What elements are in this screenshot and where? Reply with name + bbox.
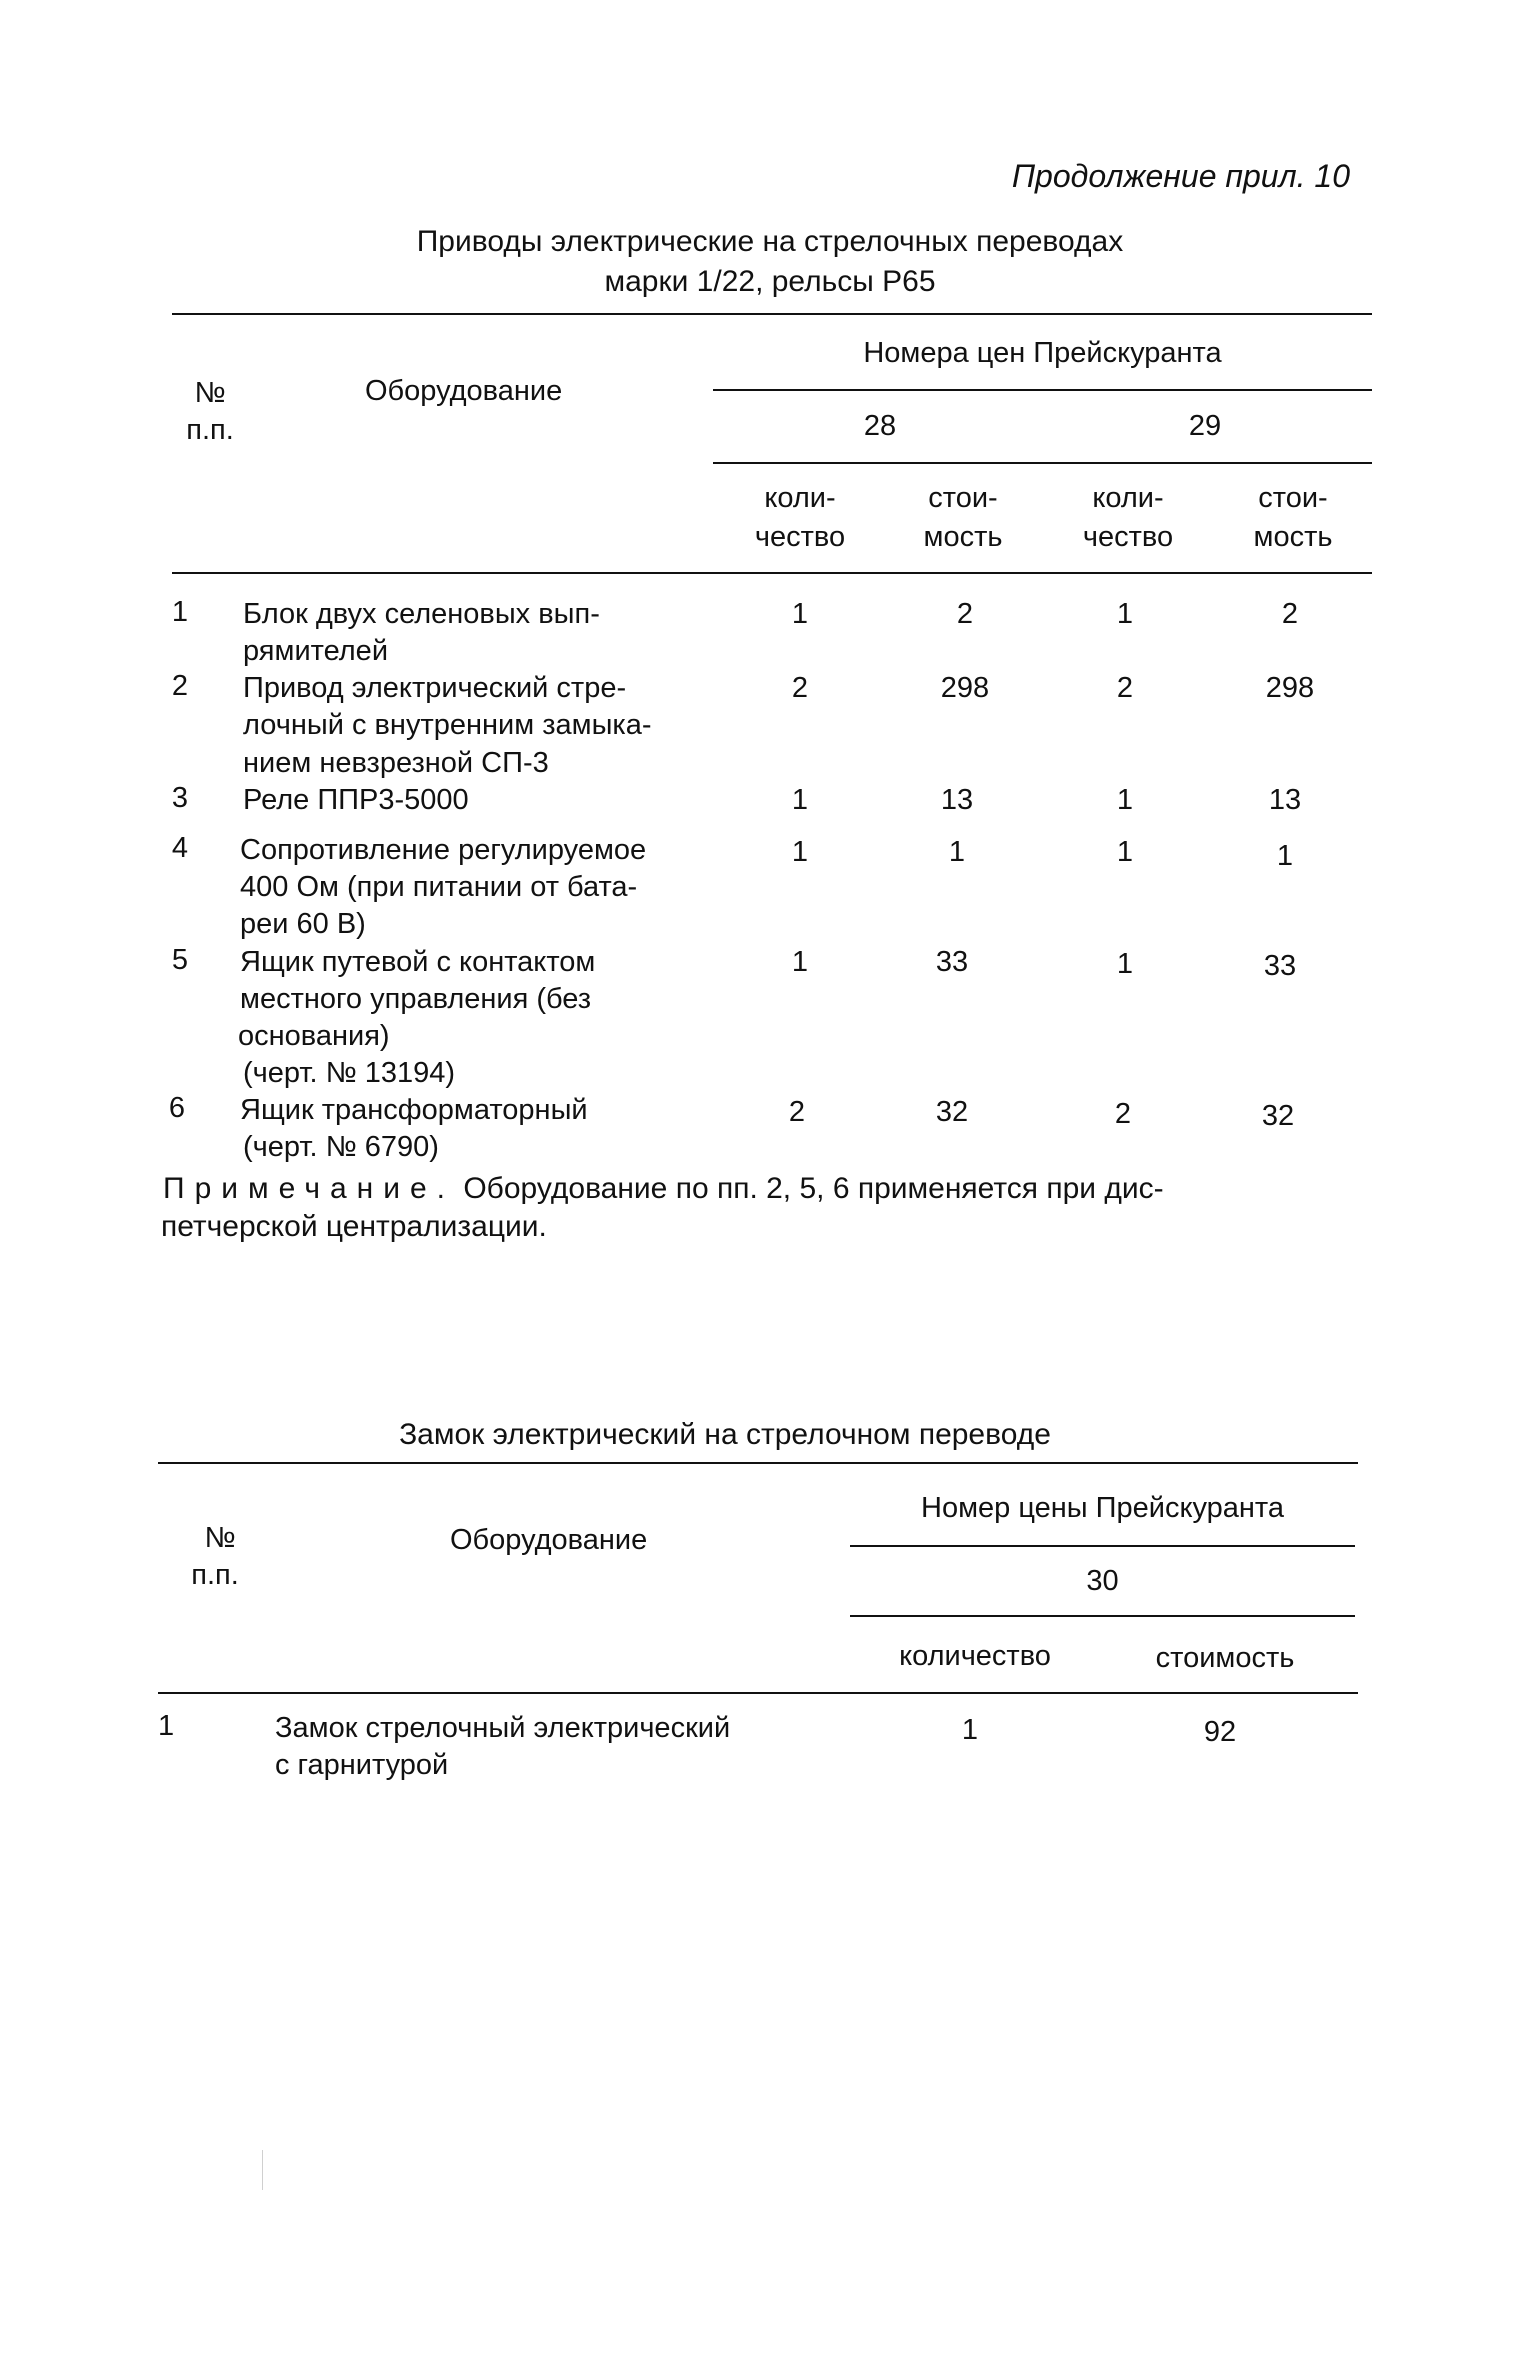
note-label: Примечание. (163, 1172, 455, 1205)
table2-col-no: № (204, 1522, 236, 1554)
table2-qty-header: количество (899, 1640, 1051, 1672)
row-number: 4 (171, 832, 189, 864)
row-cost-29: 2 (1281, 598, 1299, 630)
continuation-note: Продолжение прил. 10 (1011, 158, 1350, 194)
row-cost-28: 1 (948, 836, 966, 868)
table1-note-line1 (163, 1170, 1363, 1208)
row-equipment-line: Ящик трансформаторный (240, 1094, 588, 1126)
row-qty-29: 1 (1116, 784, 1134, 816)
row-cost-28: 2 (956, 598, 974, 630)
row-cost-28: 32 (935, 1096, 969, 1128)
row-equipment-line: (черт. № 13194) (243, 1057, 456, 1089)
row-cost-28: 298 (940, 672, 990, 704)
table2-cost-header: стоимость (1155, 1642, 1295, 1674)
row-equipment-line: Привод электрический стре- (243, 672, 627, 704)
table2-price-30: 30 (1086, 1565, 1119, 1597)
table1-cost-header-b2: мость (1253, 521, 1333, 553)
table1-caption-line1: Приводы электрические на стрелочных переводах (416, 225, 1124, 258)
table1-qty-header-b: коли- (1092, 482, 1164, 514)
table2-header-rule (158, 1692, 1358, 1694)
table2-group-header: Номер цены Прейскуранта (921, 1492, 1284, 1524)
table1-col-no: № (194, 377, 226, 409)
table2-group-rule (850, 1545, 1355, 1547)
row-cost-29: 1 (1276, 840, 1294, 872)
table1-price-29: 29 (1188, 410, 1222, 442)
row-cost-29: 33 (1263, 950, 1297, 982)
row-equipment-line: Замок стрелочный электрический (275, 1712, 731, 1744)
row-cost-29: 32 (1261, 1100, 1295, 1132)
table1-note-line2: петчерской централизации. (161, 1210, 547, 1243)
row-cost-28: 13 (940, 784, 974, 816)
row-equipment-line: Сопротивление регулируемое (240, 834, 647, 866)
table2-caption: Замок электрический на стрелочном переводе (399, 1418, 1051, 1451)
row-qty-29: 2 (1116, 672, 1134, 704)
row-equipment-line: рямителей (243, 635, 389, 667)
table1-group-header: Номера цен Прейскуранта (863, 337, 1222, 369)
row-equipment-line: реи 60 В) (240, 908, 366, 940)
row-number: 5 (171, 944, 189, 976)
table1-header-rule (172, 572, 1372, 574)
table2-price-rule (850, 1615, 1355, 1617)
row-qty-28: 2 (791, 672, 809, 704)
table1-cost-header-a2: мость (923, 521, 1003, 553)
table1-caption-line2: марки 1/22, рельсы Р65 (604, 265, 936, 298)
table1-price-rule (713, 462, 1372, 464)
row-equipment-line: (черт. № 6790) (243, 1131, 439, 1163)
row-qty-29: 2 (1114, 1098, 1132, 1130)
row-equipment-line: с гарнитурой (275, 1749, 449, 1781)
row-qty-28: 1 (791, 598, 809, 630)
row-number: 6 (168, 1092, 186, 1124)
row-qty-28: 1 (791, 946, 809, 978)
scan-artifact-mark (262, 2150, 263, 2190)
table1-price-28: 28 (863, 410, 897, 442)
row-qty-29: 1 (1116, 836, 1134, 868)
row-cost-29: 298 (1265, 672, 1315, 704)
row-qty-28: 1 (791, 836, 809, 868)
table1-note (163, 1170, 1363, 1246)
table1-top-rule (172, 313, 1372, 315)
table1-cost-header-b: стои- (1258, 482, 1328, 514)
row-number: 1 (171, 596, 189, 628)
table1-qty-header-b2: чество (1082, 521, 1174, 553)
table2-top-rule (158, 1462, 1358, 1464)
row-number: 1 (158, 1710, 175, 1742)
row-cost-29: 13 (1268, 784, 1302, 816)
row-qty-28: 1 (791, 784, 809, 816)
row-equipment-line: основания) (238, 1020, 390, 1052)
table1-qty-header-a: коли- (764, 482, 836, 514)
row-equipment-line: 400 Ом (при питании от бата- (240, 871, 638, 903)
row-qty-28: 2 (788, 1096, 806, 1128)
row-equipment-line: лочный с внутренним замыка- (243, 709, 652, 741)
row-cost-30: 92 (1203, 1716, 1237, 1748)
row-equipment-line: Блок двух селеновых вып- (243, 598, 600, 630)
table2-col-no-line2: п.п. (191, 1559, 239, 1591)
row-equipment-line: местного управления (без (240, 983, 592, 1015)
row-qty-29: 1 (1116, 948, 1134, 980)
row-equipment-line: Ящик путевой с контактом (240, 946, 596, 978)
table1-col-no-line2: п.п. (186, 414, 234, 446)
note-text: Оборудование по пп. 2, 5, 6 применяется при дис- (454, 1172, 1164, 1205)
table2-col-equipment: Оборудование (450, 1524, 648, 1556)
row-equipment-line: Реле ППР3-5000 (243, 784, 469, 816)
table1-cost-header-a: стои- (928, 482, 998, 514)
row-number: 3 (171, 782, 189, 814)
row-qty-30: 1 (961, 1714, 979, 1746)
table1-qty-header-a2: чество (754, 521, 846, 553)
row-number: 2 (171, 670, 189, 702)
row-cost-28: 33 (935, 946, 969, 978)
row-qty-29: 1 (1116, 598, 1134, 630)
table1-col-equipment: Оборудование (365, 375, 563, 407)
table1-group-rule (713, 389, 1372, 391)
row-equipment-line: нием невзрезной СП-3 (243, 747, 549, 779)
